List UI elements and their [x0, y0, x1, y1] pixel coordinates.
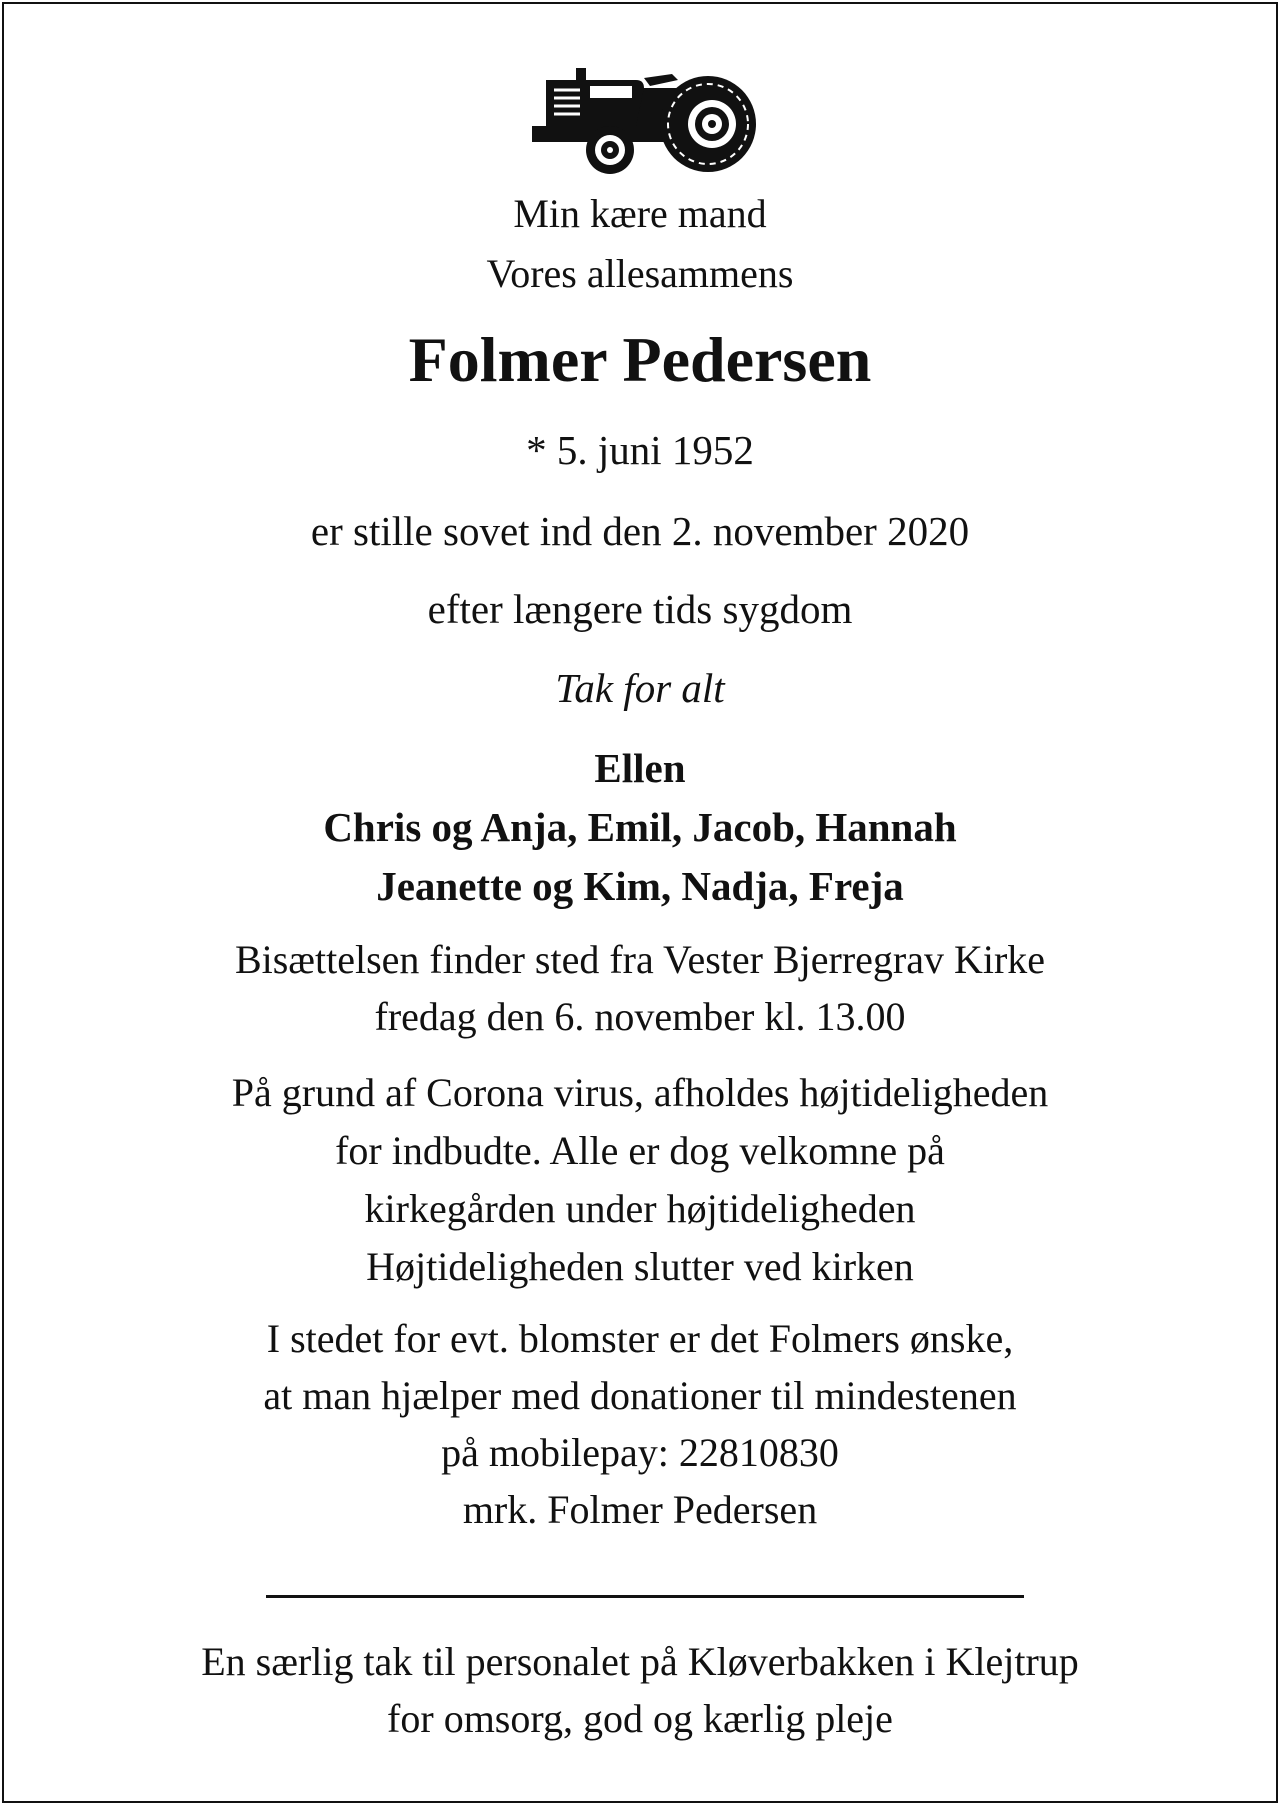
- family-line: Ellen: [594, 745, 686, 791]
- corona-notice-line: for indbudte. Alle er dog velkomne på: [335, 1128, 945, 1173]
- intro-line: Min kære mand: [513, 191, 767, 236]
- corona-notice-line: På grund af Corona virus, afholdes højtideligheden: [231, 1070, 1049, 1115]
- corona-notice-line: kirkegården under højtideligheden: [364, 1186, 916, 1231]
- divider: [266, 1595, 1024, 1598]
- deceased-name: Folmer Pedersen: [408, 324, 872, 395]
- intro-line: Vores allesammens: [486, 251, 794, 296]
- corona-notice-line: Højtideligheden slutter ved kirken: [366, 1244, 914, 1289]
- birth-date: * 5. juni 1952: [526, 427, 754, 473]
- family-line: Jeanette og Kim, Nadja, Freja: [376, 863, 904, 909]
- funeral-line: Bisættelsen finder sted fra Vester Bjerregrav Kirke: [234, 937, 1046, 982]
- passing-date: er stille sovet ind den 2. november 2020: [310, 508, 970, 554]
- special-thanks-line: for omsorg, god og kærlig pleje: [387, 1696, 893, 1741]
- tractor-icon: [532, 68, 756, 176]
- cause-line: efter længere tids sygdom: [427, 586, 853, 632]
- donation-line: at man hjælper med donationer til mindestenen: [263, 1373, 1017, 1418]
- special-thanks-line: En særlig tak til personalet på Kløverbakken i Klejtrup: [201, 1639, 1079, 1684]
- donation-line: på mobilepay: 22810830: [441, 1430, 839, 1475]
- obituary-notice: [2, 2, 1278, 1803]
- donation-line: I stedet for evt. blomster er det Folmers ønske,: [266, 1316, 1014, 1361]
- funeral-line: fredag den 6. november kl. 13.00: [374, 994, 906, 1039]
- family-line: Chris og Anja, Emil, Jacob, Hannah: [323, 804, 957, 850]
- donation-line: mrk. Folmer Pedersen: [462, 1487, 818, 1532]
- thanks-line: Tak for alt: [555, 665, 725, 711]
